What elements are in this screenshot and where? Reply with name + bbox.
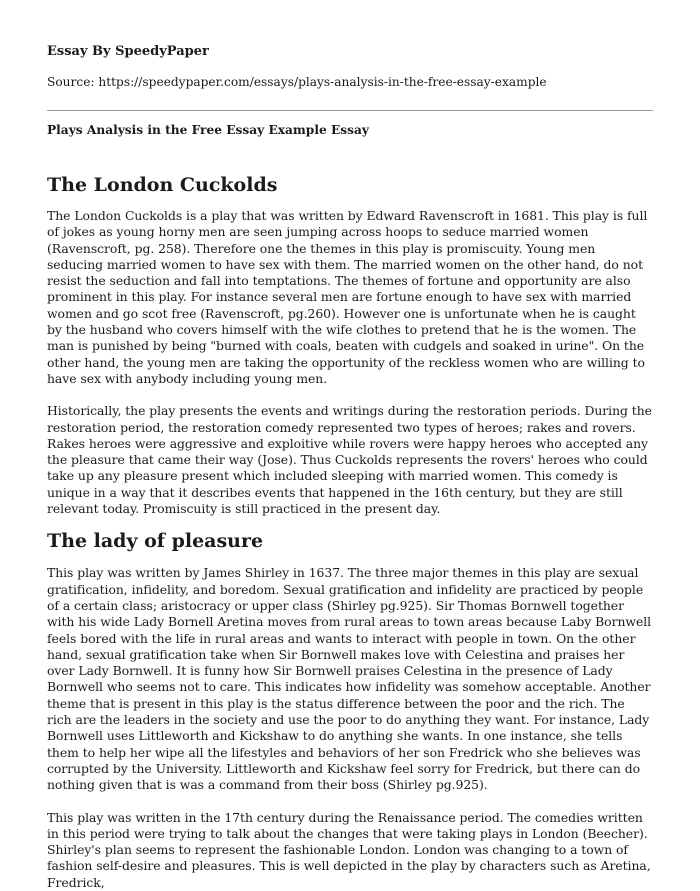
paragraph: The London Cuckolds is a play that was written by Edward Ravenscroft in 1681. This play is full of jokes as young horny men are seen jumping across hoops to seduce married women (Ravenscroft, pg. 258). Therefore one the themes in this play is promiscuity. Young men seducing married women to have sex with them. The married women on the other hand, do not resist the seduction and fall into temptations. The themes of fortune and opportunity are also prominent in this play. For instance several men are fortune enough to have sex with married women and go scot free (Ravenscroft, pg.260). However one is unfortunate when he is caught by the husband who covers himself with the wife clothes to pretend that he is the women. The man is punished by being "burned with coals, beaten with cudgels and soaked in urine". On the other hand, the young men are taking the opportunity of the reckless women who are willing to have sex with anybody including young men. bbox=[47, 208, 648, 386]
paragraph: This play was written by James Shirley in 1637. The three major themes in this play are sexual gratification, infidelity, and boredom. Sexual gratification and infidelity are practiced by people of a certain class; aristocracy or upper class (Shirley pg.925). Sir Thomas Bornwell together with his wide Lady Bornell Aretina moves from rural areas to town areas because Laby Bornwell feels bored with the life in rural areas and wants to interact with people in town. On the other hand, sexual gratification take when Sir Bornwell makes love with Celestina and praises her over Lady Bornwell. It is funny how Sir Bornwell praises Celestina in the presence of Lady Bornwell who seems not to care. This indicates how infidelity was somehow acceptable. Another theme that is present in this play is the status difference between the poor and the rich. The rich are the leaders in the society and use the poor to do anything they want. For instance, Lady Bornwell uses Littleworth and Kickshaw to do anything she wants. In one instance, she tells them to help her wipe all the lifestyles and behaviors of her son Fredrick who she believes was corrupted by the University. Littleworth and Kickshaw feel sorry for Fredrick, but there can do nothing given that is was a command from their boss (Shirley pg.925). bbox=[47, 565, 652, 793]
paragraph: Historically, the play presents the events and writings during the restoration periods. During the restoration period, the restoration comedy represented two types of heroes; rakes and rovers. Rakes heroes were aggressive and exploitive while rovers were happy heroes who accepted any the pleasure that came their way (Jose). Thus Cuckolds represents the rovers' heroes who could take up any pleasure present which included sleeping with married women. This comedy is unique in a way that it describes events that happened in the 16th century, but they are still relevant today. Promiscuity is still practiced in the present day. bbox=[47, 403, 652, 517]
paragraph: This play was written in the 17th century during the Renaissance period. The comedies written in this period were trying to talk about the changes that were taking plays in London (Beecher). Shirley's plan seems to represent the fashionable London. London was changing to a town of fashion self-desire and pleasures. This is well depicted in the play by characters such as Aretina, Fredrick, bbox=[47, 809, 651, 890]
source-line: Source: https://speedypaper.com/essays/plays-analysis-in-the-free-essay-example bbox=[47, 75, 547, 89]
header-divider bbox=[47, 110, 653, 111]
section-heading-lady-of-pleasure: The lady of pleasure bbox=[47, 530, 264, 553]
essay-title: Plays Analysis in the Free Essay Example Essay bbox=[47, 123, 369, 137]
section-heading-london-cuckolds: The London Cuckolds bbox=[47, 174, 278, 196]
site-title: Essay By SpeedyPaper bbox=[47, 44, 209, 59]
